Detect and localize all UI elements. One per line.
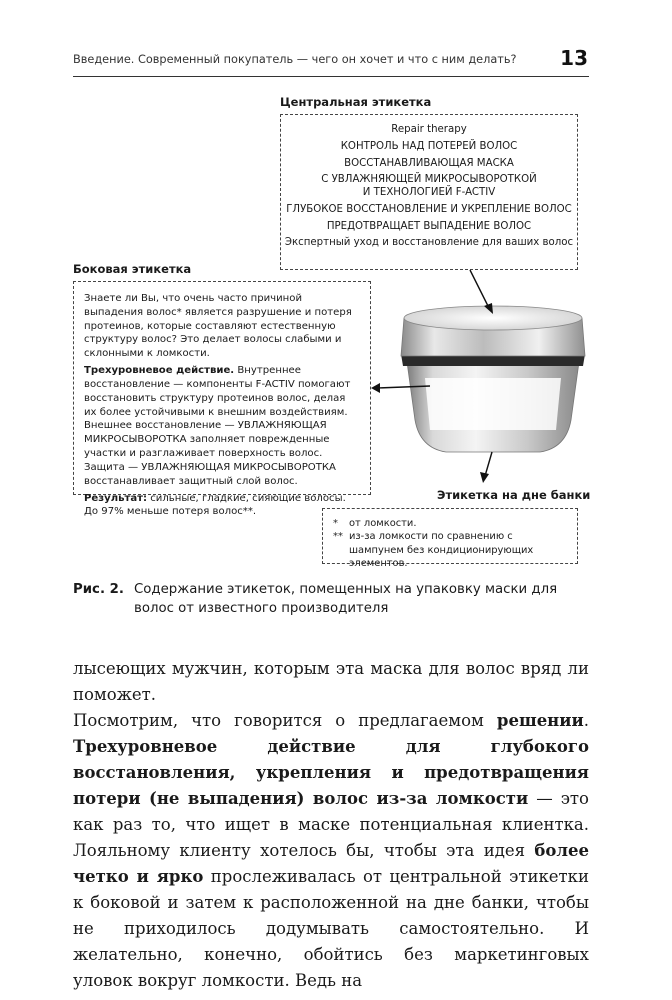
body-text-run: прослеживалась от центральной этикетки к боковой и затем к расположенной на дне банки, чтобы не приходилось додумывать самостоятельно. И желательно, конечно, обойтись без маркетинговых уловок вокруг ломкости. Ведь на — [73, 867, 589, 990]
central-line: ВОССТАНАВЛИВАЮЩАЯ МАСКА — [344, 157, 514, 169]
jar-front-label — [425, 378, 561, 430]
side-intro: Знаете ли Вы, что очень часто причиной выпадения волос* является разрушение и потеря протеинов, которые составляют естественную структуру волос? Это делает волосы слабыми и склонными к ломкости. — [84, 293, 352, 360]
footnote-text: из-за ломкости по сравнению с шампунем без кондиционирующих элементов. — [349, 531, 534, 570]
body-bold-run: более четко и ярко — [73, 841, 589, 886]
body-text-run: . — [583, 711, 589, 730]
body-bold-run: Трехуровневое действие для глубокого восстановления, укрепления и предотвращения потери (не выпадения) волос из-за ломкости — [73, 737, 589, 808]
running-header: Введение. Современный покупатель — чего он хочет и что с ним делать? — [73, 53, 517, 66]
central-label-heading: Центральная этикетка — [280, 95, 432, 109]
arrow-bottom — [485, 452, 492, 476]
side-triple-text: Внутреннее восстановление — компоненты F-ACTIV помогают восстановить структуру протеинов волос, делая их более устойчивыми к внешним воздействиям. Внешнее восстановление — УВЛАЖНЯЮЩАЯ МИКРОСЫВОРОТКА заполняет поврежденные участки и разглаживает поверхность волос. Защита — УВЛАЖНЯЮЩАЯ МИКРОСЫВОРОТКА восстанавливает защитный слой волос. — [84, 365, 351, 487]
body-text-run: Посмотрим, что говорится о предлагаемом — [73, 711, 497, 730]
jar-lid-top — [404, 306, 582, 330]
arrow-central — [470, 270, 489, 308]
body-bold-run: решении — [496, 711, 584, 730]
figure-caption — [73, 581, 589, 619]
central-line: И ТЕХНОЛОГИЕЙ F-ACTIV — [362, 187, 496, 198]
arrowhead-bottom — [480, 472, 489, 483]
body-paragraph-1: лысеющих мужчин, которым эта маска для волос вряд ли поможет. — [73, 659, 589, 704]
figure-caption-text: Содержание этикеток, помещенных на упаковку маски для волос от известного производителя — [134, 582, 558, 616]
arrowhead-side — [371, 383, 380, 393]
figure-number: Рис. 2. — [73, 582, 124, 597]
side-result-title: Результат: — [84, 492, 148, 504]
central-line: ГЛУБОКОЕ ВОССТАНОВЛЕНИЕ И УКРЕПЛЕНИЕ ВОЛОС — [286, 203, 572, 215]
central-line: КОНТРОЛЬ НАД ПОТЕРЕЙ ВОЛОС — [340, 140, 518, 152]
central-line: С УВЛАЖНЯЮЩЕЙ МИКРОСЫВОРОТКОЙ — [321, 174, 537, 186]
side-triple-title: Трехуровневое действие. — [84, 365, 235, 377]
page-number: 13 — [560, 46, 588, 70]
side-result-text-2: До 97% меньше потеря волос**. — [84, 506, 257, 518]
central-line: Repair therapy — [391, 124, 467, 135]
footnote-mark: * — [333, 518, 338, 529]
body-text-run: — это как раз то, что ищет в маске потенциальная клиентка. Лояльному клиенту хотелось бы, чтобы эта идея — [73, 789, 589, 860]
central-line: Экспертный уход и восстановление для ваших волос — [284, 237, 574, 249]
bottom-label-heading: Этикетка на дне банки — [437, 488, 591, 502]
footnote-text: от ломкости. — [349, 518, 417, 529]
footnote-mark: ** — [333, 531, 343, 543]
body-paragraph-2 — [73, 708, 589, 994]
side-result-text: сильные, гладкие, сияющие волосы. — [150, 492, 346, 504]
side-label-heading: Боковая этикетка — [73, 262, 192, 276]
central-line: ПРЕДОТВРАЩАЕТ ВЫПАДЕНИЕ ВОЛОС — [326, 220, 532, 232]
